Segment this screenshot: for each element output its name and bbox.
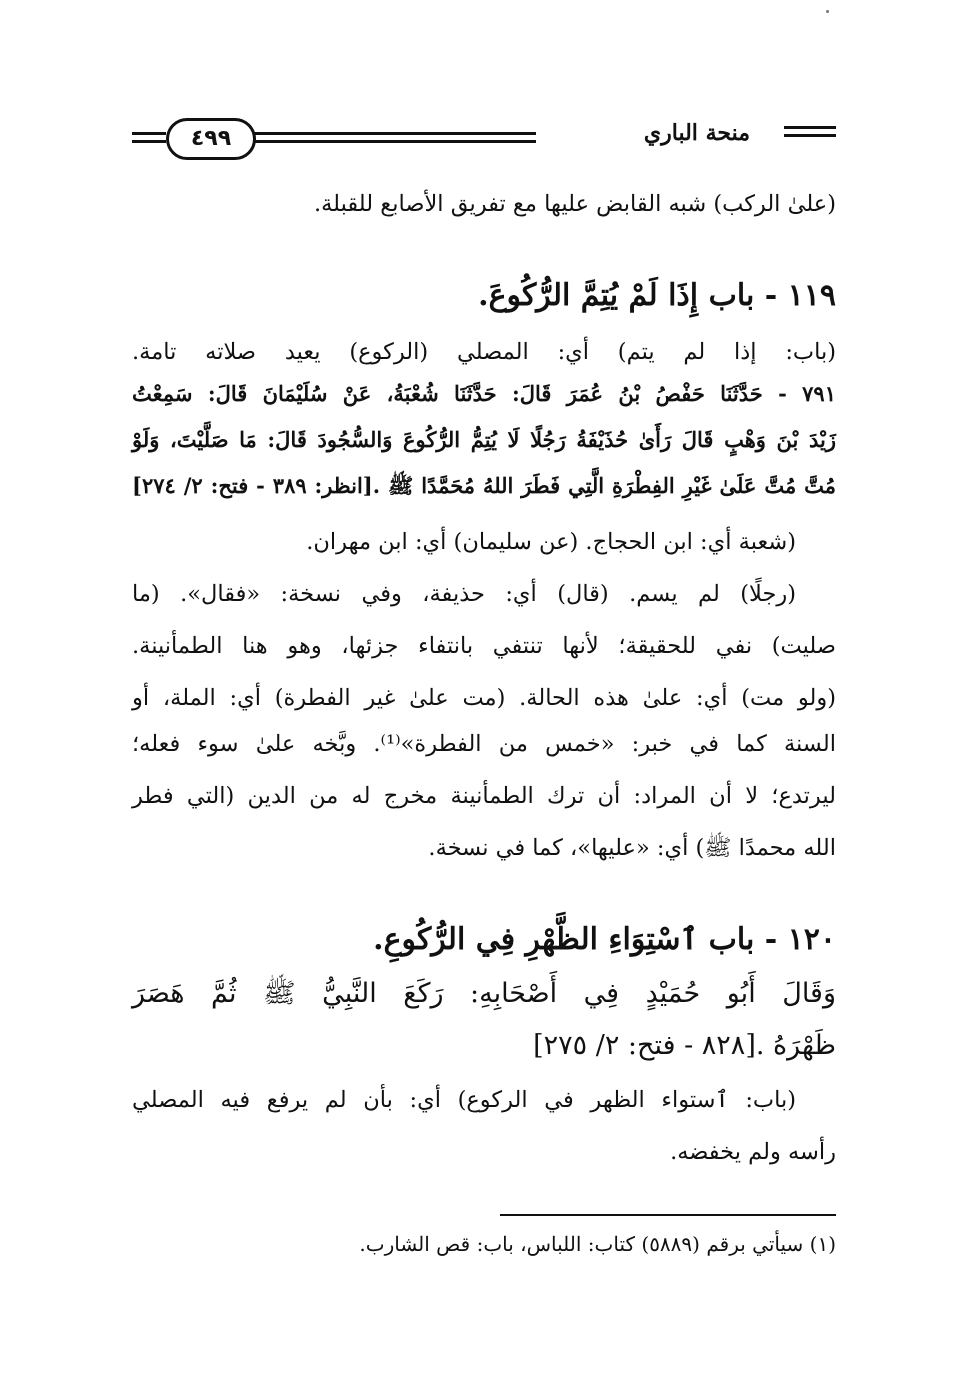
page-number-badge: ٤٩٩ (166, 118, 256, 160)
scan-speck (826, 10, 829, 13)
text-line: السنة كما في خبر: «خمس من الفطرة»⁽¹⁾. وبَّخه علىٰ سوء فعله؛ (132, 731, 836, 757)
header-dash-bottom (784, 134, 836, 137)
hadith-line: وَقَالَ أَبُو حُمَيْدٍ فِي أَصْحَابِهِ: رَكَعَ النَّبِيُّ ﷺ ثُمَّ هَصَرَ (132, 978, 836, 1009)
book-title: منحة الباري (634, 120, 760, 146)
text-line: ليرتدع؛ لا أن المراد: أن ترك الطمأنينة مخرج له من الدين (التي فطر (132, 783, 836, 809)
chapter-heading-119: ١١٩ - باب إِذَا لَمْ يُتِمَّ الرُّكُوعَ. (478, 278, 836, 313)
text-line: رأسه ولم يخفضه. (670, 1139, 836, 1165)
text-line: (باب: ٱستواء الظهر في الركوع) أي: بأن لم يرفع فيه المصلي (132, 1087, 796, 1113)
header-rule-bottom (250, 140, 536, 143)
footnote: (١) سيأتي برقم (٥٨٨٩) كتاب: اللباس، باب: قص الشارب. (359, 1232, 836, 1256)
footnote-rule (500, 1214, 836, 1216)
header-rule-top (250, 132, 536, 135)
text-line: (باب: إذا لم يتم) أي: المصلي (الركوع) يعيد صلاته تامة. (132, 339, 836, 365)
text-line: (رجلًا) لم يسم. (قال) أي: حذيفة، وفي نسخة: «فقال». (ما (132, 581, 796, 607)
running-header (132, 112, 836, 164)
hadith-line: ظَهْرَهُ .[٨٢٨ - فتح: ٢/ ٢٧٥] (533, 1030, 836, 1061)
hadith-line: مُتَّ مُتَّ عَلَىٰ غَيْرِ الفِطْرَةِ الَّتِي فَطَرَ اللهُ مُحَمَّدًا ﷺ .[انظر: ٣٨٩ - فتح: ٢/ ٢٧٤] (132, 473, 836, 498)
text-line: صليت) نفي للحقيقة؛ لأنها تنتفي بانتفاء جزئها، وهو هنا الطمأنينة. (132, 633, 836, 659)
text-line: الله محمدًا ﷺ) أي: «عليها»، كما في نسخة. (428, 835, 836, 861)
header-left-dash-top (132, 132, 166, 135)
header-left-dash-bottom (132, 140, 166, 143)
text-line: (ولو مت) أي: علىٰ هذه الحالة. (مت علىٰ غير الفطرة) أي: الملة، أو (132, 685, 836, 711)
text-line: (علىٰ الركب) شبه القابض عليها مع تفريق الأصابع للقبلة. (313, 191, 836, 217)
hadith-line: ٧٩١ - حَدَّثَنَا حَفْصُ بْنُ عُمَرَ قَالَ: حَدَّثَنَا شُعْبَةُ، عَنْ سُلَيْمَانَ قَالَ: سَمِعْتُ (132, 381, 836, 406)
chapter-heading-120: ١٢٠ - باب ٱسْتِوَاءِ الظَّهْرِ فِي الرُّكُوعِ. (373, 922, 836, 957)
text-line: (شعبة أي: ابن الحجاج. (عن سليمان) أي: ابن مهران. (306, 529, 796, 555)
hadith-line: زَيْدَ بْنَ وَهْبٍ قَالَ رَأَىٰ حُذَيْفَةُ رَجُلًا لَا يُتِمُّ الرُّكُوعَ وَالسُّجُودَ قَالَ: مَا صَلَّيْتَ، وَلَوْ (132, 427, 836, 452)
header-dash-top (784, 126, 836, 129)
